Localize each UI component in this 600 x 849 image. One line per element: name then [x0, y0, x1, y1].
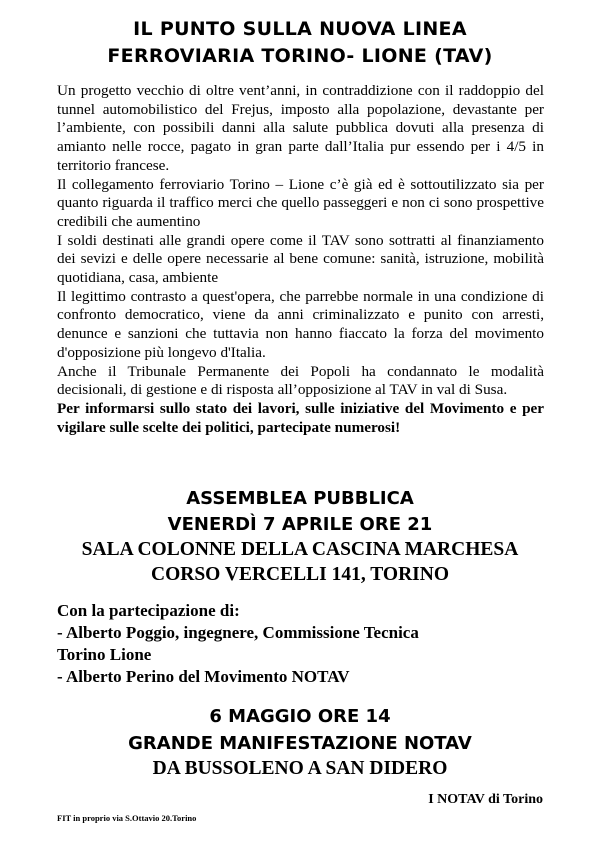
- paragraph-1: Un progetto vecchio di oltre vent’anni, in contraddizione con il raddoppio del tunnel automobilistico del Frejus, imposto alla popolazione, devastante per l’ambiente, con possibili danni alla salute pubblica dovuti alla presenza di amianto nelle rocce, pagato in gran parte dall’Italia pur essendo per i 4/5 in territorio francese.: [57, 82, 544, 174]
- assembly-title: ASSEMBLEA PUBBLICA: [186, 488, 414, 509]
- paragraph-3: I soldi destinati alle grandi opere come il TAV sono sottratti al finanziamento dei sevizi e delle opere necessarie al bene comune: sanità, istruzione, mobilità quotidiana, casa, ambiente: [57, 231, 544, 287]
- paragraph-4: Il legittimo contrasto a quest'opera, che parrebbe normale in una condizione di confronto democratico, viene da anni criminalizzato e punito con arresti, denunce e sanzioni che tuttavia non hanno fiaccato la forza del movimento d'opposizione più longevo d'Italia.: [57, 287, 544, 361]
- guests-intro: Con la partecipazione di:: [57, 601, 240, 620]
- demonstration-route: DA BUSSOLENO A SAN DIDERO: [152, 758, 448, 779]
- guest-1-line-1: - Alberto Poggio, ingegnere, Commissione Tecnica: [57, 623, 419, 642]
- assembly-date: VENERDÌ 7 APRILE ORE 21: [167, 514, 433, 535]
- signature: I NOTAV di Torino: [428, 792, 543, 807]
- footer-note: FIT in proprio via S.Ottavio 20.Torino: [57, 813, 197, 823]
- call-to-action: Per informarsi sullo stato dei lavori, sulle iniziative del Movimento e per vigilare sulle scelte dei politici, partecipate numerosi!: [57, 399, 544, 436]
- assembly-venue: SALA COLONNE DELLA CASCINA MARCHESA: [81, 539, 519, 560]
- guest-1-line-2: Torino Lione: [57, 645, 152, 664]
- paragraph-2: Il collegamento ferroviario Torino – Lione c’è già ed è sottoutilizzato sia per quanto riguarda il traffico merci che quello passeggeri e non ci sono prospettive credibili che aumentino: [57, 175, 544, 230]
- paragraph-5: Anche il Tribunale Permanente dei Popoli ha condannato le modalità decisionali, di gestione e di risposta all’opposizione al TAV in val di Susa.: [57, 362, 544, 399]
- assembly-address: CORSO VERCELLI 141, TORINO: [151, 564, 449, 585]
- guest-list: [57, 600, 547, 688]
- demonstration-title: GRANDE MANIFESTAZIONE NOTAV: [128, 733, 472, 754]
- body-text: [57, 82, 544, 437]
- title-line-1: IL PUNTO SULLA NUOVA LINEA: [133, 18, 467, 40]
- title-line-2: FERROVIARIA TORINO- LIONE (TAV): [107, 45, 493, 67]
- demonstration-date: 6 MAGGIO ORE 14: [209, 706, 391, 727]
- guest-2: - Alberto Perino del Movimento NOTAV: [57, 667, 350, 686]
